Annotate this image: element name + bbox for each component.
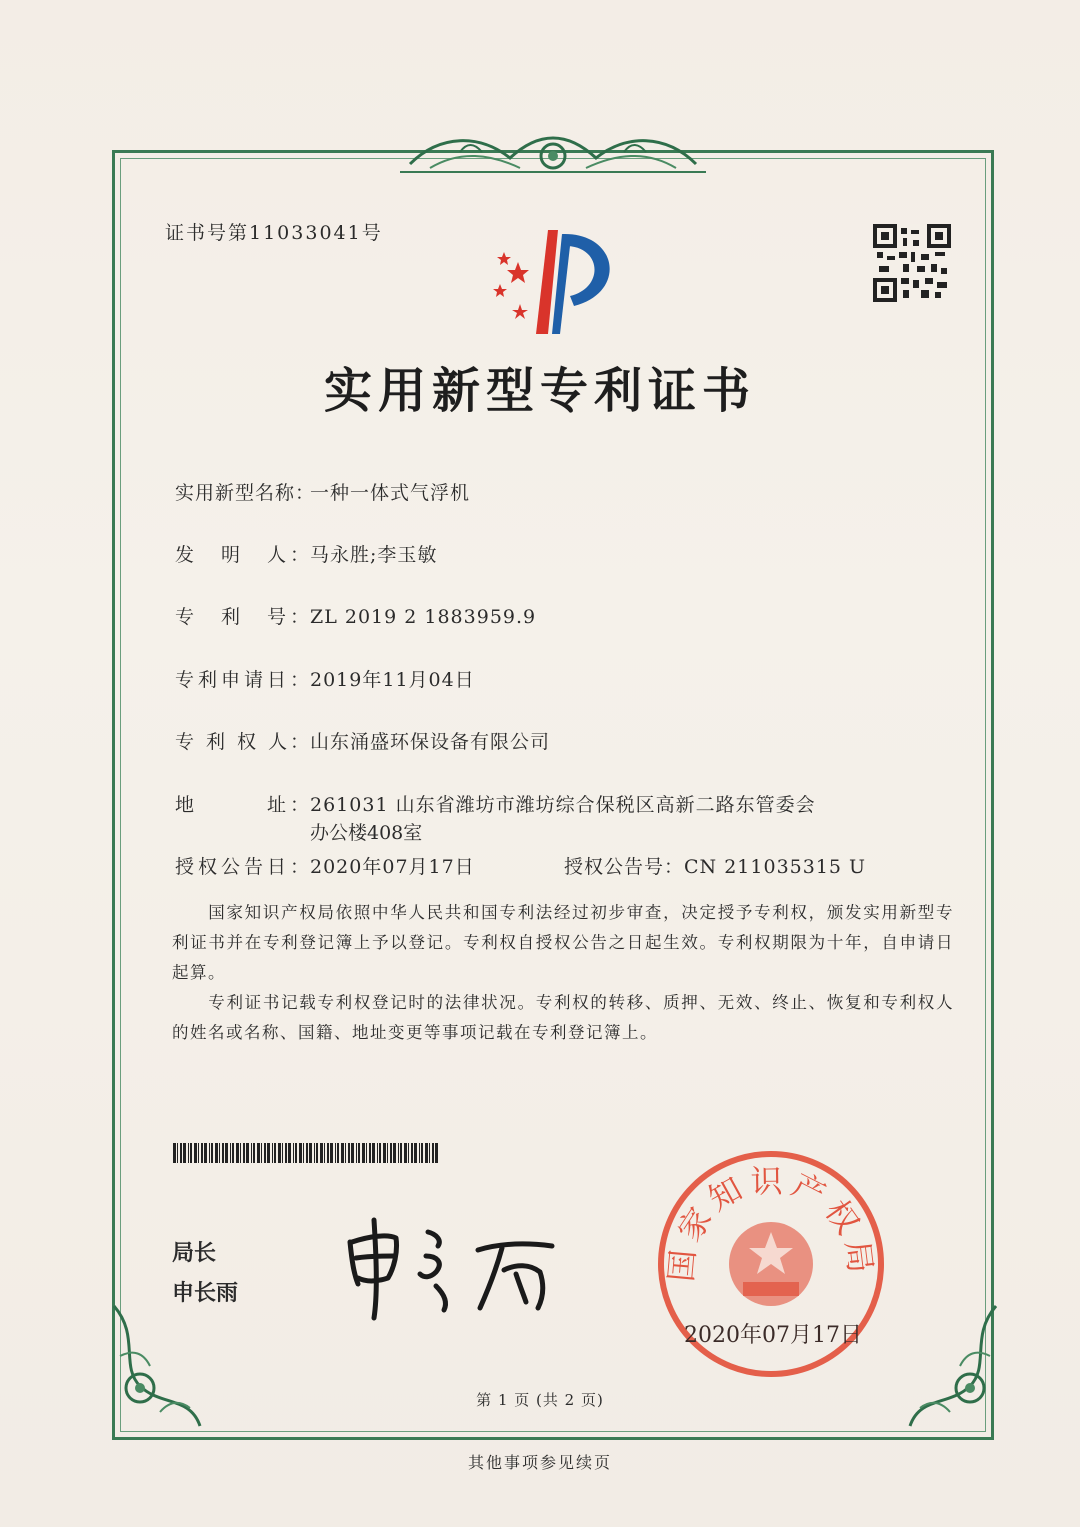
seal-text: 国家知识产权局 xyxy=(661,1162,881,1284)
bottom-right-ornament-icon xyxy=(900,1296,1010,1436)
page-number: 第 1 页 (共 2 页) xyxy=(476,1391,604,1409)
field-label: 地 址： xyxy=(175,794,310,816)
seal-date: 2020年07月17日 xyxy=(684,1323,862,1348)
field-label: 授权公告日： xyxy=(175,856,310,878)
grant-statement-paragraph: 国家知识产权局依照中华人民共和国专利法经过初步审查，决定授予专利权，颁发实用新型专利证书并在专利登记簿上予以登记。专利权自授权公告之日起生效。专利权期限为十年，自申请日起算。 xyxy=(172,903,954,982)
field-grant-number xyxy=(564,852,866,879)
field-value: 2020年07月17日 xyxy=(310,856,475,878)
top-ornament-icon xyxy=(400,124,706,180)
field-value: 261031 山东省潍坊市潍坊综合保税区高新二路东管委会 xyxy=(310,794,816,816)
field-label: 专利申请日： xyxy=(175,669,310,691)
field-value: CN 211035315 U xyxy=(684,856,867,878)
bottom-left-ornament-icon xyxy=(100,1296,210,1436)
director-signature xyxy=(340,1212,570,1322)
field-patent-number xyxy=(175,602,536,629)
field-label: 授权公告号： xyxy=(564,856,685,878)
certificate-number: 证书号第11033041号 xyxy=(165,222,383,244)
field-value: 山东涌盛环保设备有限公司 xyxy=(310,731,551,753)
barcode-icon xyxy=(173,1143,441,1163)
director-title: 局长 xyxy=(172,1241,217,1266)
field-label: 发 明 人： xyxy=(175,544,310,566)
field-value: ZL 2019 2 1883959.9 xyxy=(310,606,537,628)
field-label: 专 利 权 人： xyxy=(175,731,310,753)
director-name: 申长雨 xyxy=(172,1281,239,1306)
field-inventor xyxy=(175,540,437,567)
field-label: 专 利 号： xyxy=(175,606,310,628)
field-application-date xyxy=(175,665,475,692)
certificate-title: 实用新型专利证书 xyxy=(323,363,756,419)
field-patentee xyxy=(175,727,550,754)
field-address xyxy=(175,790,816,817)
address-line-2: 办公楼408室 xyxy=(310,822,423,844)
field-grant-date xyxy=(175,852,475,879)
field-value: 2019年11月04日 xyxy=(310,669,475,691)
qr-code-icon xyxy=(873,224,951,302)
field-utility-model-name xyxy=(175,478,470,505)
field-label: 实用新型名称： xyxy=(175,482,316,504)
continued-note: 其他事项参见续页 xyxy=(467,1453,612,1472)
field-value: 一种一体式气浮机 xyxy=(310,482,471,504)
patent-office-logo-icon xyxy=(478,222,638,342)
legal-status-paragraph: 专利证书记载专利权登记时的法律状况。专利权的转移、质押、无效、终止、恢复和专利权人的姓名或名称、国籍、地址变更等事项记载在专利登记簿上。 xyxy=(172,993,954,1042)
field-value: 马永胜;李玉敏 xyxy=(310,544,438,566)
